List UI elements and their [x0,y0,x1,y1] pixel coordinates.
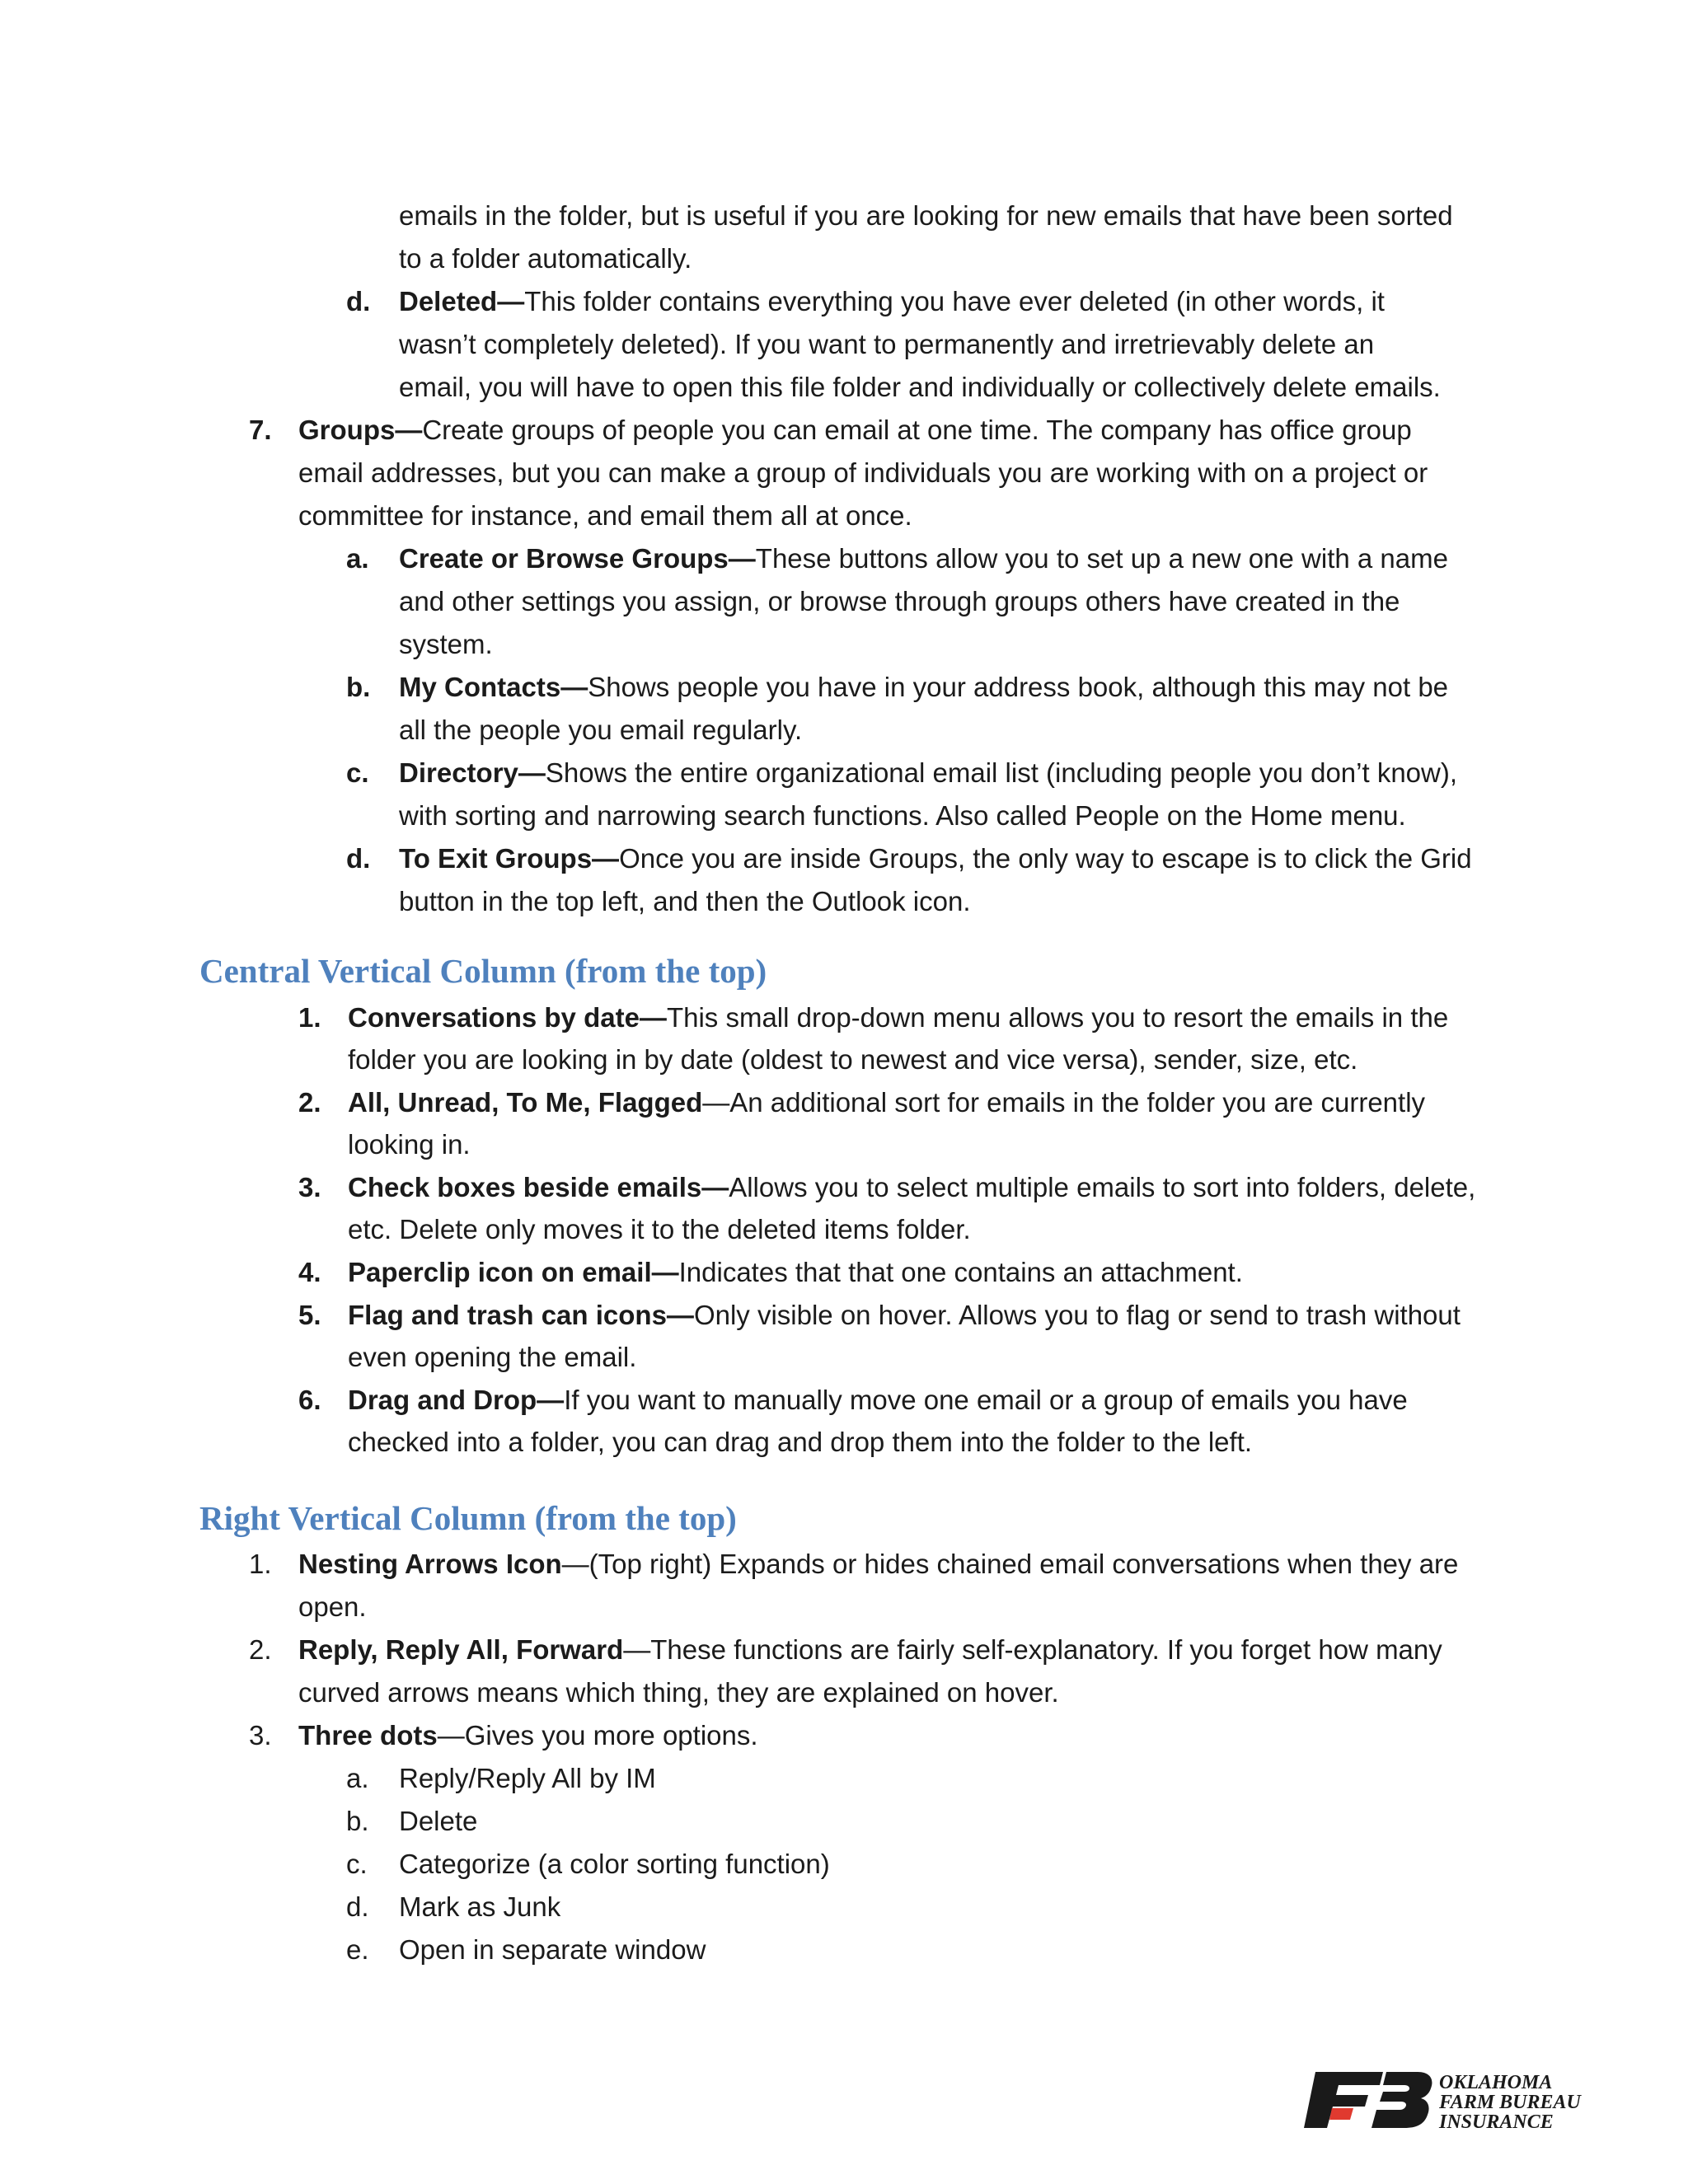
logo-red-accent [1329,2108,1353,2120]
oklahoma-farm-bureau-logo [1302,2069,1609,2131]
term: My Contacts— [399,672,588,702]
list-item-text: email, you will have to open this file folder and individually or collectively delete emails. [399,372,1441,402]
list-item-text: all the people you email regularly. [399,715,803,745]
list-marker: d. [346,843,371,874]
description: —An additional sort for emails in the folder you are currently [702,1087,1426,1118]
list-item-check-boxes [348,1166,1475,1209]
description: Once you are inside Groups, the only way to escape is to click the Grid [619,843,1472,874]
description: This small drop-down menu allows you to resort the emails in the [666,1002,1449,1033]
term: Reply, Reply All, Forward [298,1634,624,1665]
description: Indicates that that one contains an attachment. [678,1257,1243,1287]
list-item-nesting-arrows [298,1543,1458,1586]
list-item-text: button in the top left, and then the Outlook icon. [399,886,971,916]
term: Nesting Arrows Icon [298,1549,562,1579]
sub-list-item: Categorize (a color sorting function) [399,1849,830,1879]
term: Conversations by date— [348,1002,667,1033]
list-marker: 2. [249,1634,272,1665]
list-item-paperclip [348,1251,1243,1294]
list-item-create-groups [399,537,1448,580]
list-item-text: checked into a folder, you can drag and drop them into the folder to the left. [348,1427,1253,1457]
list-marker: 1. [298,1002,321,1033]
list-item-conversations-by-date [348,996,1448,1039]
description: —Gives you more options. [437,1720,758,1750]
list-item-text: even opening the email. [348,1342,637,1372]
list-marker: 5. [298,1300,321,1330]
list-marker: 4. [298,1257,321,1287]
term: Flag and trash can icons— [348,1300,694,1330]
term: Drag and Drop— [348,1385,565,1415]
description: These buttons allow you to set up a new one with a name [755,543,1448,574]
logo-line-1: OKLAHOMA [1439,2072,1553,2093]
description: —These functions are fairly self-explanatory. If you forget how many [623,1634,1442,1665]
list-item-text: email addresses, but you can make a group of individuals you are working with on a project or [298,457,1428,488]
list-marker: d. [346,1891,369,1922]
list-item-text: system. [399,629,493,659]
list-item-continuation: emails in the folder, but is useful if you are looking for new emails that have been sorted [399,200,1453,231]
list-item-directory [399,752,1457,794]
description: Shows the entire organizational email list (including people you don’t know), [545,757,1458,788]
list-item-deleted [399,280,1385,323]
list-item-text: etc. Delete only moves it to the deleted items folder. [348,1214,971,1244]
list-marker: 2. [298,1087,321,1118]
list-marker: b. [346,672,371,702]
term: Deleted— [399,286,525,316]
description: Shows people you have in your address book, although this may not be [588,672,1449,702]
list-item-text: and other settings you assign, or browse through groups others have created in the [399,586,1400,616]
description: Only visible on hover. Allows you to flag or send to trash without [693,1300,1461,1330]
description: Create groups of people you can email at one time. The company has office group [422,415,1412,445]
list-marker: 3. [249,1720,272,1750]
list-item-reply [298,1629,1442,1671]
list-item-three-dots [298,1714,758,1757]
list-item-exit-groups [399,837,1472,880]
term: Groups— [298,415,423,445]
term: Directory— [399,757,546,788]
list-item-text: wasn’t completely deleted). If you want to permanently and irretrievably delete an [399,329,1375,359]
list-marker: a. [346,543,369,574]
section-heading-central: Central Vertical Column (from the top) [199,952,767,990]
list-item-groups [298,409,1412,452]
list-item-text: looking in. [348,1129,471,1160]
logo-line-2: FARM BUREAU [1439,2092,1581,2113]
sub-list-item: Reply/Reply All by IM [399,1763,656,1793]
list-marker: c. [346,757,369,788]
list-marker: 6. [298,1385,321,1415]
term: Paperclip icon on email— [348,1257,679,1287]
term: All, Unread, To Me, Flagged [348,1087,703,1118]
term: Check boxes beside emails— [348,1172,729,1202]
list-item-text: curved arrows means which thing, they are explained on hover. [298,1677,1059,1708]
list-marker: 1. [249,1549,272,1579]
description: If you want to manually move one email or a group of emails you have [564,1385,1408,1415]
list-item-text: folder you are looking in by date (oldest to newest and vice versa), sender, size, etc. [348,1044,1358,1075]
term: Three dots [298,1720,438,1750]
sub-list-item: Open in separate window [399,1934,706,1965]
list-marker: 7. [249,415,272,445]
description: —(Top right) Expands or hides chained email conversations when they are [561,1549,1459,1579]
description: This folder contains everything you have ever deleted (in other words, it [524,286,1385,316]
list-item-drag-drop [348,1379,1408,1422]
list-marker: a. [346,1763,369,1793]
list-item-flag-trash [348,1294,1461,1337]
list-marker: d. [346,286,371,316]
logo-line-3: INSURANCE [1439,2111,1554,2131]
list-item-filters [348,1081,1425,1124]
sub-list-item: Mark as Junk [399,1891,561,1922]
list-item-text: open. [298,1591,367,1622]
term: To Exit Groups— [399,843,620,874]
list-item-my-contacts [399,666,1448,709]
list-item-text: committee for instance, and email them all at once. [298,500,912,531]
section-heading-right: Right Vertical Column (from the top) [199,1499,737,1537]
list-marker: b. [346,1806,369,1836]
term: Create or Browse Groups— [399,543,756,574]
description: Allows you to select multiple emails to sort into folders, delete, [729,1172,1476,1202]
list-item-text: with sorting and narrowing search functions. Also called People on the Home menu. [399,800,1406,831]
list-item-continuation: to a folder automatically. [399,243,692,274]
list-marker: e. [346,1934,369,1965]
sub-list-item: Delete [399,1806,478,1836]
list-marker: c. [346,1849,368,1879]
list-marker: 3. [298,1172,321,1202]
